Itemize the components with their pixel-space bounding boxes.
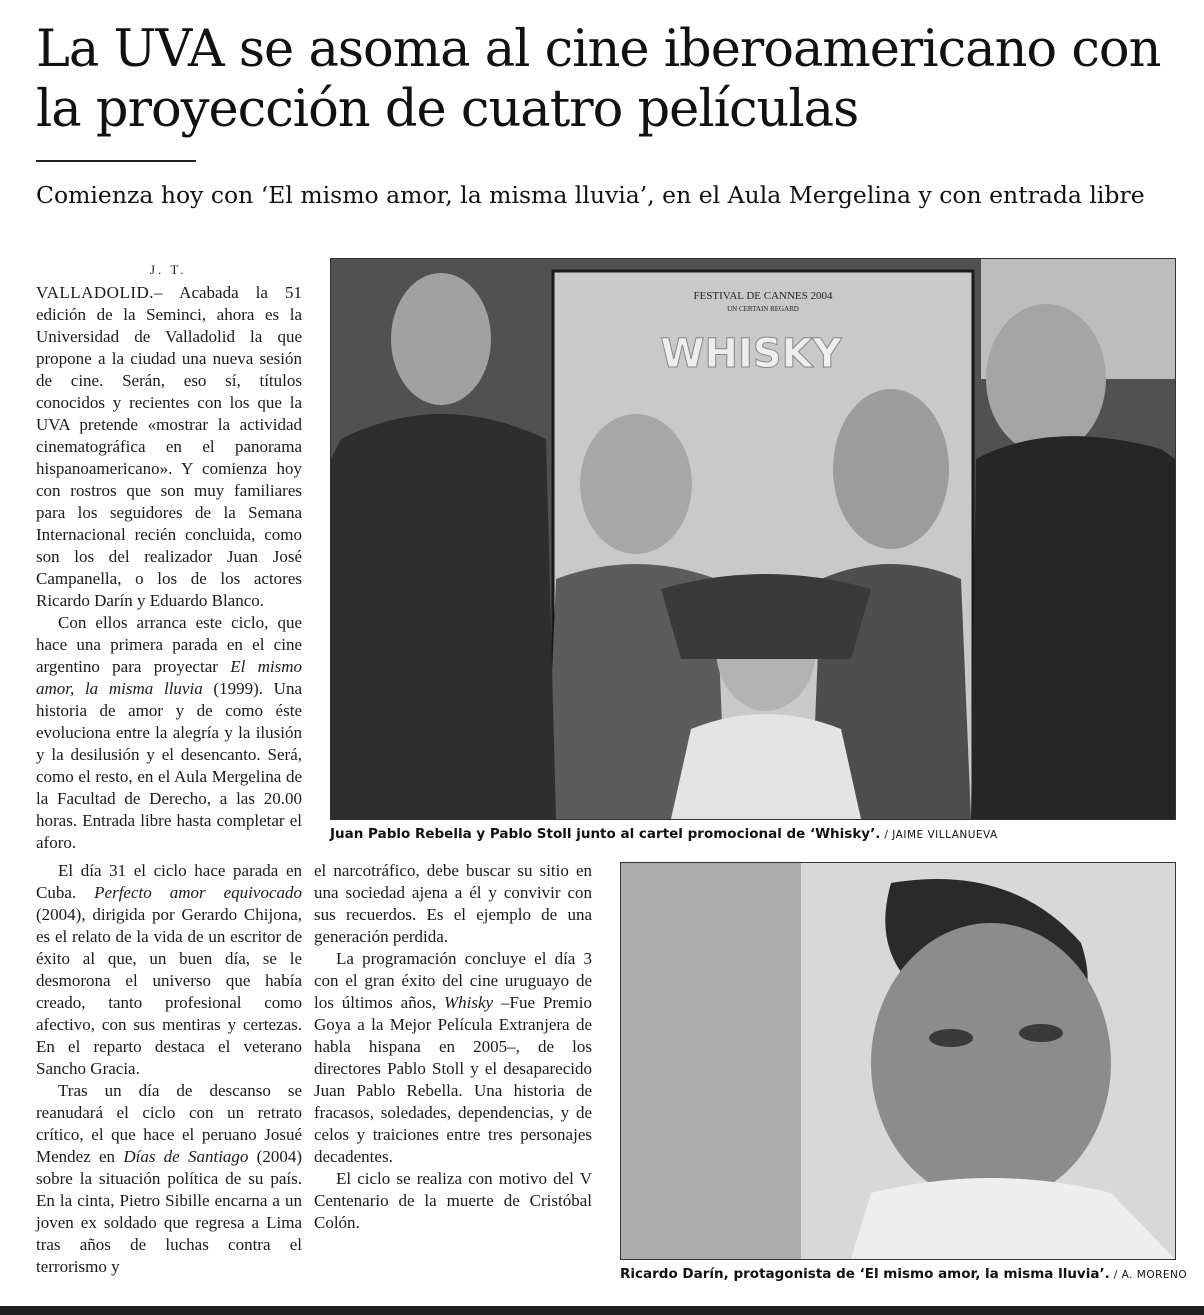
photo-illustration xyxy=(621,863,1175,1259)
photo-ricardo-darin xyxy=(620,862,1176,1260)
paragraph-6: La programación concluye el día 3 con el gran éxito del cine uruguayo de los últimos años, Whisky –Fue Premio Goya a la Mejor Película Extranjera de habla hispana en 2005–, de los directores Pablo Stoll y el desaparecido Juan Pablo Rebella. Una historia de fracasos, soledades, dependencias, y de celos y traiciones entre tres personajes decadentes. xyxy=(314,949,592,1166)
article-column-2 xyxy=(314,860,592,1234)
photo-poster-whisky xyxy=(330,258,1176,820)
headline: La UVA se asoma al cine iberoamericano con la proyección de cuatro películas xyxy=(36,20,1161,139)
film-title: Whisky xyxy=(443,993,494,1012)
poster-festival-text: FESTIVAL DE CANNES 2004 xyxy=(693,290,833,302)
headline-rule xyxy=(36,160,196,162)
dateline-city: VALLADOLID.– xyxy=(36,283,164,302)
photo-caption-1: Juan Pablo Rebella y Pablo Stoll junto al cartel promocional de ‘Whisky’. / JAIME VILLANUEVA xyxy=(330,826,998,842)
article-column-1 xyxy=(36,282,302,854)
paragraph-7: El ciclo se realiza con motivo del V Centenario de la muerte de Cristóbal Colón. xyxy=(314,1169,592,1232)
poster-section-text: UN CERTAIN REGARD xyxy=(727,305,799,313)
film-title: Días de Santiago xyxy=(123,1147,249,1166)
film-title: El mismo amor, la misma lluvia xyxy=(36,657,303,698)
subheadline: Comienza hoy con ‘El mismo amor, la misma lluvia’, en el Aula Mergelina y con entrada libre xyxy=(36,181,1145,209)
page-bottom-rule xyxy=(0,1306,1204,1315)
article-column-1-continued xyxy=(36,860,302,1278)
photo-illustration xyxy=(331,259,1175,819)
paragraph-4: Tras un día de descanso se reanudará el ciclo con un retrato crítico, el que hace el peruano Josué Mendez en Días de Santiago (2004) sobre la situación política de su país. En la cinta, Pietro Sibille encarna a un joven ex soldado que regresa a Lima tras años de luchas contra el terrorismo y xyxy=(36,1081,302,1276)
paragraph-5: el narcotráfico, debe buscar su sitio en una sociedad ajena a él y convivir con sus recuerdos. Es el ejemplo de una generación perdida. xyxy=(314,861,592,946)
paragraph-3: El día 31 el ciclo hace parada en Cuba. Perfecto amor equivocado (2004), dirigida por Gerardo Chijona, es el relato de la vida de un escritor de éxito al que, un buen día, se le desmorona el universo que había creado, tanto profesional como afectivo, con sus mentiras y certezas. En el reparto destaca el veterano Sancho Gracia. xyxy=(36,861,303,1078)
film-title: Perfecto amor equivocado xyxy=(94,883,303,902)
photo-credit-2: / A. MORENO xyxy=(1113,1269,1188,1281)
paragraph-1: VALLADOLID.– Acabada la 51 edición de la Seminci, ahora es la Universidad de Valladolid la que propone a la ciudad una nueva sesión de cine. Serán, eso sí, títulos conocidos y recientes con los que la UVA pretende «mostrar la actividad cinematográfica en el panorama hispanoamericano». Y comienza hoy con rostros que son muy familiares para los seguidores de la Semana Internacional recién concluida, como son los del realizador Juan José Campanella, o los de los actores Ricardo Darín y Eduardo Blanco. xyxy=(36,283,303,610)
byline: J. T. xyxy=(150,262,187,277)
photo-caption-2: Ricardo Darín, protagonista de ‘El mismo amor, la misma lluvia’. / A. MORENO xyxy=(620,1266,1188,1282)
photo-credit-1: / JAIME VILLANUEVA xyxy=(884,829,998,841)
paragraph-2: Con ellos arranca este ciclo, que hace una primera parada en el cine argentino para proyectar El mismo amor, la misma lluvia (1999). Una historia de amor y de como éste evoluciona entre la alegría y la ilusión y la desilusión y el desencanto. Será, como el resto, en el Aula Mergelina de la Facultad de Derecho, a las 20.00 horas. Entrada libre hasta completar el aforo. xyxy=(36,613,303,852)
poster-title-text: WHISKY xyxy=(660,331,842,377)
